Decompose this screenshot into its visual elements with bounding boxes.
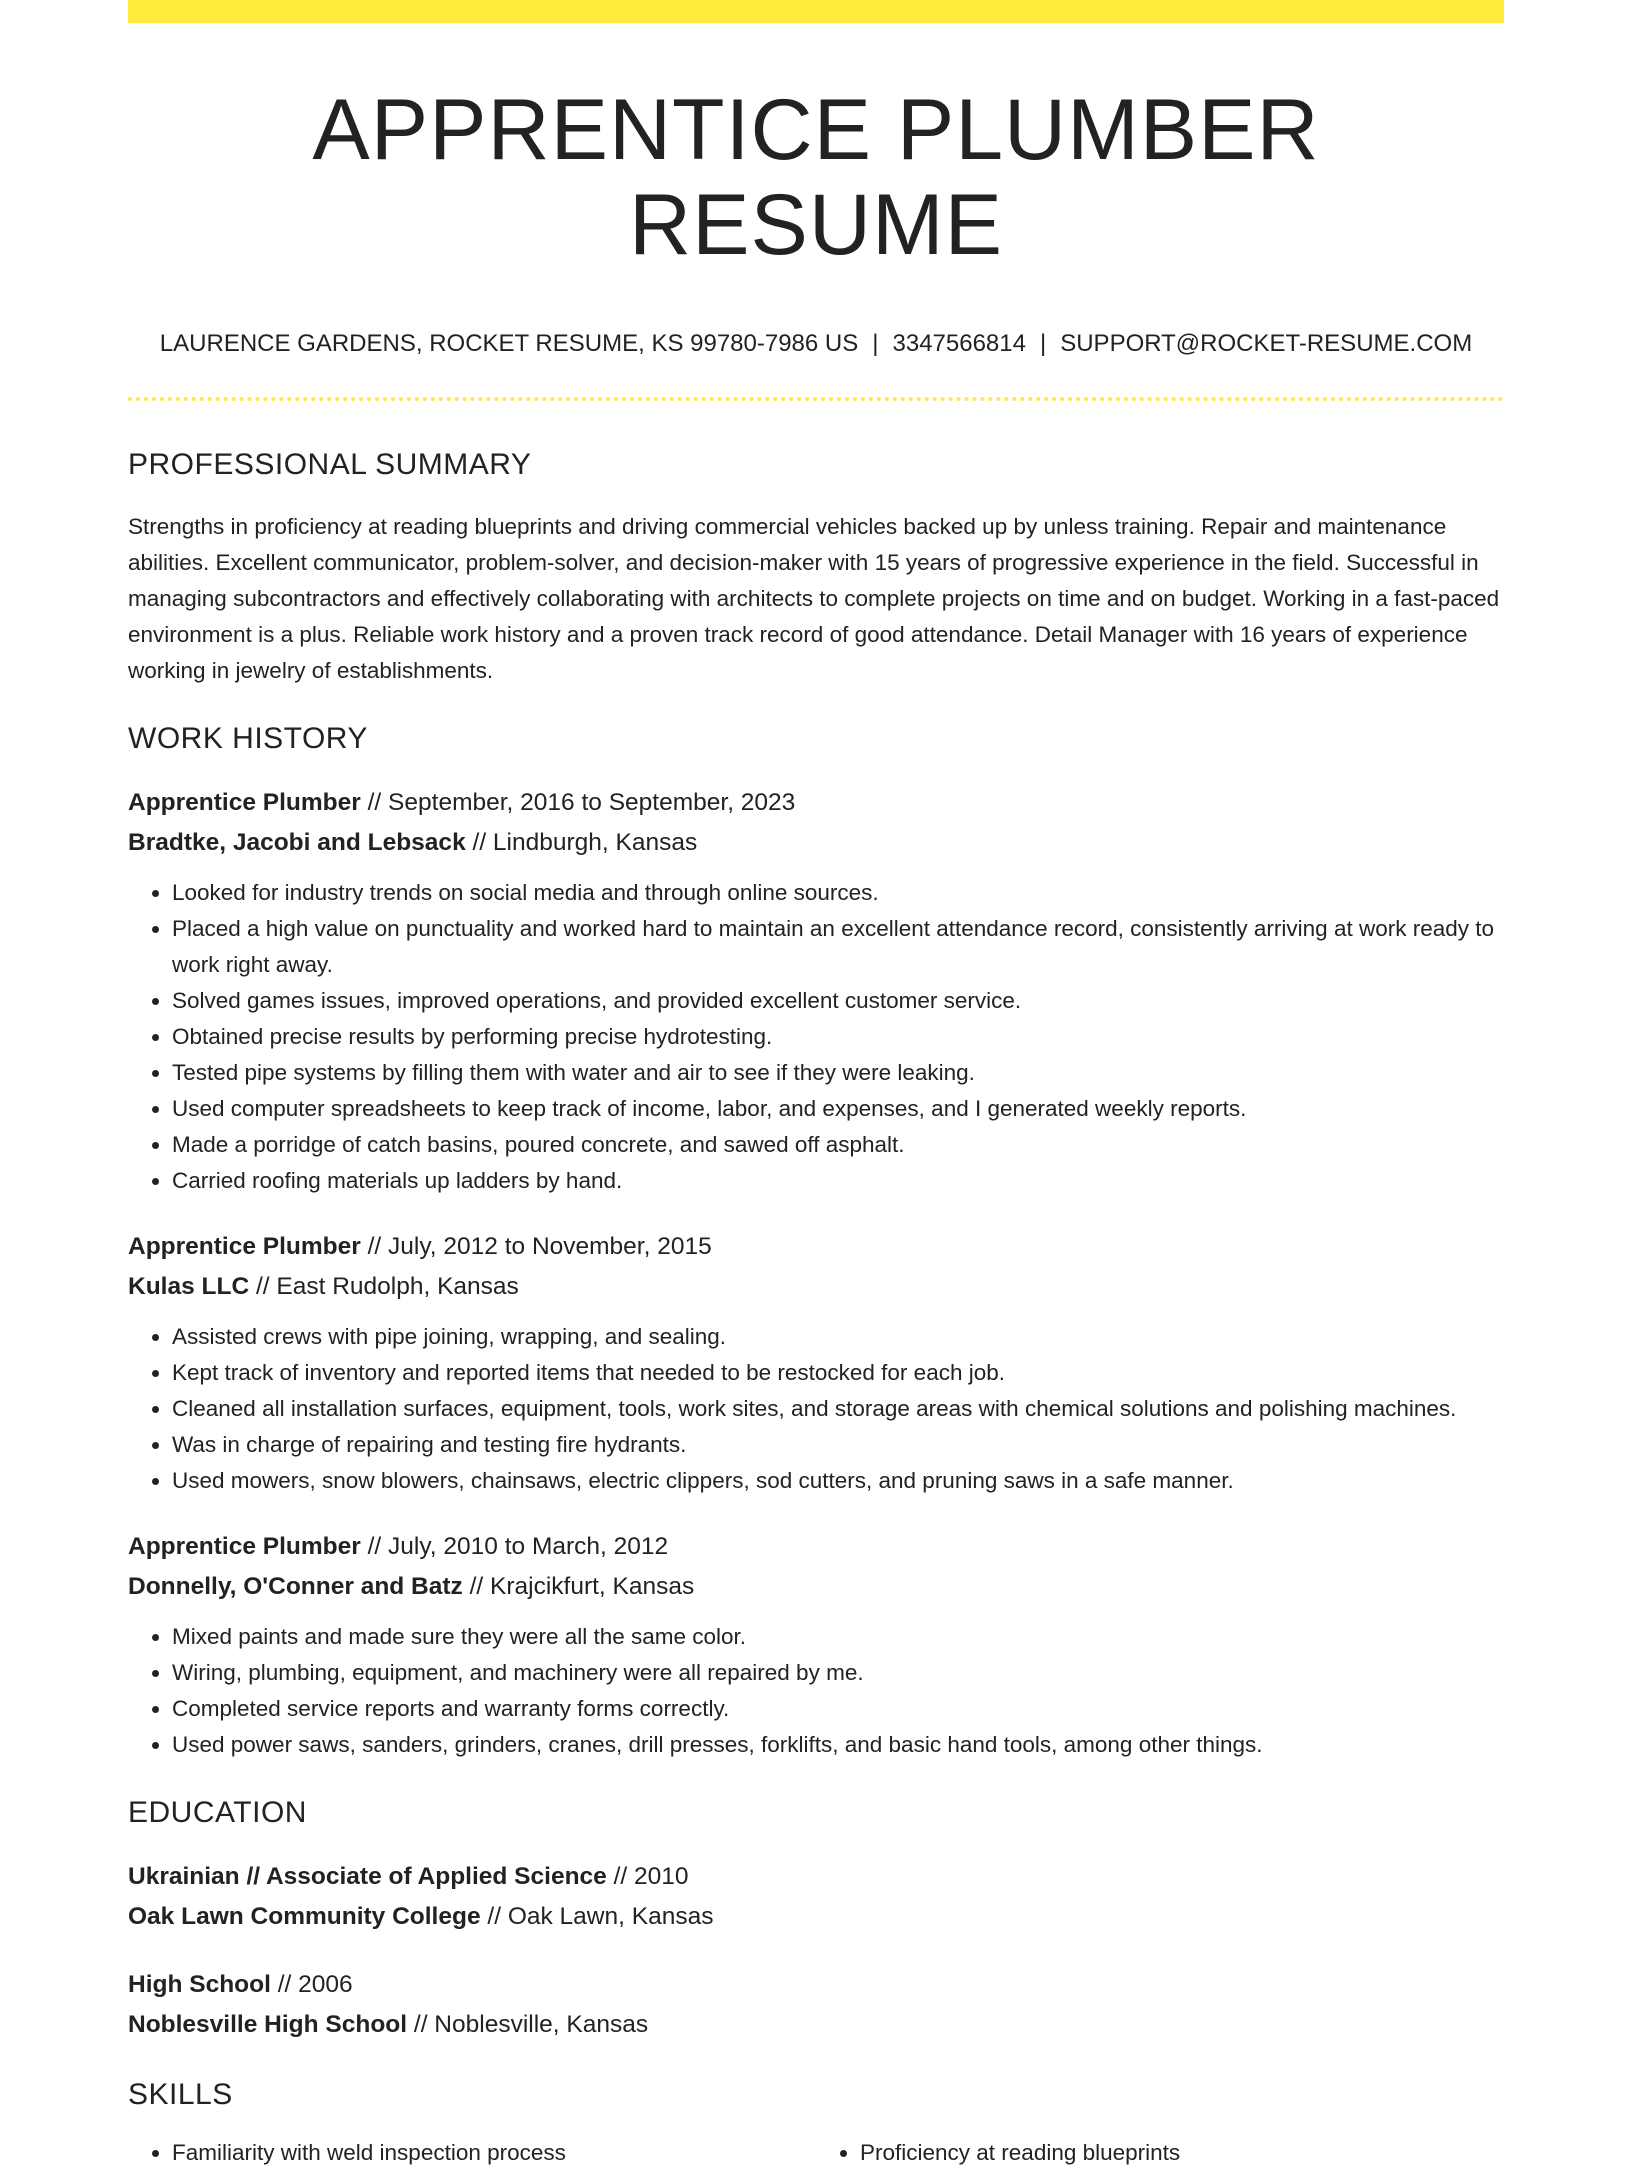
education-entry: [128, 1965, 1504, 2045]
company-location: // East Rudolph, Kansas: [249, 1272, 519, 1300]
job-title-line: [128, 1227, 1504, 1267]
job-company-line: [128, 1567, 1504, 1607]
company-location: // Lindburgh, Kansas: [465, 828, 698, 856]
job-company-line: [128, 1267, 1504, 1307]
job-title-line: [128, 1527, 1504, 1567]
email-link[interactable]: SUPPORT@ROCKET-RESUME.COM: [1060, 330, 1473, 358]
company-location: // Krajcikfurt, Kansas: [462, 1572, 695, 1600]
skills-column-right: [816, 2135, 1504, 2171]
summary-text: Strengths in proficiency at reading blueprints and driving commercial vehicles backed up by unless training. Repair and maintenance abilities. Excellent communicator, problem-solver, and decision-maker with 15 years of progressive experience in the field. Successful in managing subcontractors and effectively collaborating with architects to complete projects on time and on budget. Working in a fast-paced environment is a plus. Reliable work history and a proven track record of good attendance. Detail Manager with 16 years of experience working in jewelry of establishments.: [128, 513, 1500, 683]
job-entry: [128, 1227, 1504, 1499]
job-title: Apprentice Plumber: [128, 1532, 361, 1560]
separator: |: [1039, 330, 1047, 358]
work-history-heading: WORK HISTORY: [128, 721, 368, 755]
list-item: • Carried roofing materials up ladders by hand.: [172, 1163, 1504, 1199]
list-item: • Used power saws, sanders, grinders, cranes, drill presses, forklifts, and basic hand tools, among other things.: [172, 1727, 1504, 1763]
resume-page: [128, 0, 1504, 2171]
skill-item: • Familiarity with weld inspection process: [172, 2135, 816, 2171]
list-item: • Wiring, plumbing, equipment, and machinery were all repaired by me.: [172, 1655, 1504, 1691]
education-entry: [128, 1857, 1504, 1937]
list-item: • Tested pipe systems by filling them with water and air to see if they were leaking.: [172, 1055, 1504, 1091]
job-bullets: [128, 1619, 1504, 1763]
list-item: • Obtained precise results by performing precise hydrotesting.: [172, 1019, 1504, 1055]
education-heading: EDUCATION: [128, 1795, 307, 1829]
job-bullets: [128, 875, 1504, 1199]
company-name: Bradtke, Jacobi and Lebsack: [128, 828, 466, 856]
address: LAURENCE GARDENS, ROCKET RESUME, KS 99780-7986 US: [159, 330, 859, 358]
phone: 3347566814: [892, 330, 1026, 358]
job-dates: // July, 2012 to November, 2015: [360, 1232, 712, 1260]
job-title: Apprentice Plumber: [128, 788, 361, 816]
school-location: // Oak Lawn, Kansas: [480, 1902, 714, 1930]
list-item: • Kept track of inventory and reported items that needed to be restocked for each job.: [172, 1355, 1504, 1391]
degree: High School: [128, 1970, 271, 1998]
list-item: • Solved games issues, improved operations, and provided excellent customer service.: [172, 983, 1504, 1019]
company-name: Kulas LLC: [128, 1272, 250, 1300]
list-item: • Used computer spreadsheets to keep track of income, labor, and expenses, and I generated weekly reports.: [172, 1091, 1504, 1127]
company-name: Donnelly, O'Conner and Batz: [128, 1572, 463, 1600]
list-item: • Looked for industry trends on social media and through online sources.: [172, 875, 1504, 911]
accent-bar: [128, 0, 1504, 23]
list-item: • Assisted crews with pipe joining, wrapping, and sealing.: [172, 1319, 1504, 1355]
school-name: Oak Lawn Community College: [128, 1902, 481, 1930]
skills-list: [128, 2135, 1504, 2171]
job-entry: [128, 783, 1504, 1199]
list-item: • Was in charge of repairing and testing fire hydrants.: [172, 1427, 1504, 1463]
separator: |: [872, 330, 879, 358]
skills-heading: SKILLS: [128, 2077, 233, 2111]
degree-line: [128, 1857, 1504, 1897]
job-entry: [128, 1527, 1504, 1763]
school-name: Noblesville High School: [128, 2010, 408, 2038]
list-item: • Used mowers, snow blowers, chainsaws, electric clippers, sod cutters, and pruning saws in a safe manner.: [172, 1463, 1504, 1499]
list-item: • Completed service reports and warranty forms correctly.: [172, 1691, 1504, 1727]
job-title-line: [128, 783, 1504, 823]
job-title: Apprentice Plumber: [128, 1232, 361, 1260]
list-item: • Cleaned all installation surfaces, equipment, tools, work sites, and storage areas with chemical solutions and polishing machines.: [172, 1391, 1504, 1427]
graduation-year: // 2010: [606, 1862, 689, 1890]
dotted-divider: [128, 397, 1504, 401]
summary-heading: PROFESSIONAL SUMMARY: [128, 447, 532, 481]
job-dates: // September, 2016 to September, 2023: [360, 788, 796, 816]
skills-column-left: [128, 2135, 816, 2171]
graduation-year: // 2006: [270, 1970, 353, 1998]
job-dates: // July, 2010 to March, 2012: [360, 1532, 669, 1560]
contact-line: [128, 330, 1504, 359]
job-bullets: [128, 1319, 1504, 1499]
school-location: // Noblesville, Kansas: [407, 2010, 649, 2038]
school-line: [128, 2005, 1504, 2045]
skill-item: • Proficiency at reading blueprints: [860, 2135, 1504, 2171]
list-item: • Mixed paints and made sure they were all the same color.: [172, 1619, 1504, 1655]
degree: Ukrainian // Associate of Applied Science: [128, 1862, 607, 1890]
list-item: • Made a porridge of catch basins, poured concrete, and sawed off asphalt.: [172, 1127, 1504, 1163]
job-company-line: [128, 823, 1504, 863]
school-line: [128, 1897, 1504, 1937]
resume-title: APPRENTICE PLUMBER RESUME: [312, 82, 1320, 273]
degree-line: [128, 1965, 1504, 2005]
list-item: • Placed a high value on punctuality and worked hard to maintain an excellent attendance record, consistently arriving at work ready to work right away.: [172, 911, 1504, 983]
